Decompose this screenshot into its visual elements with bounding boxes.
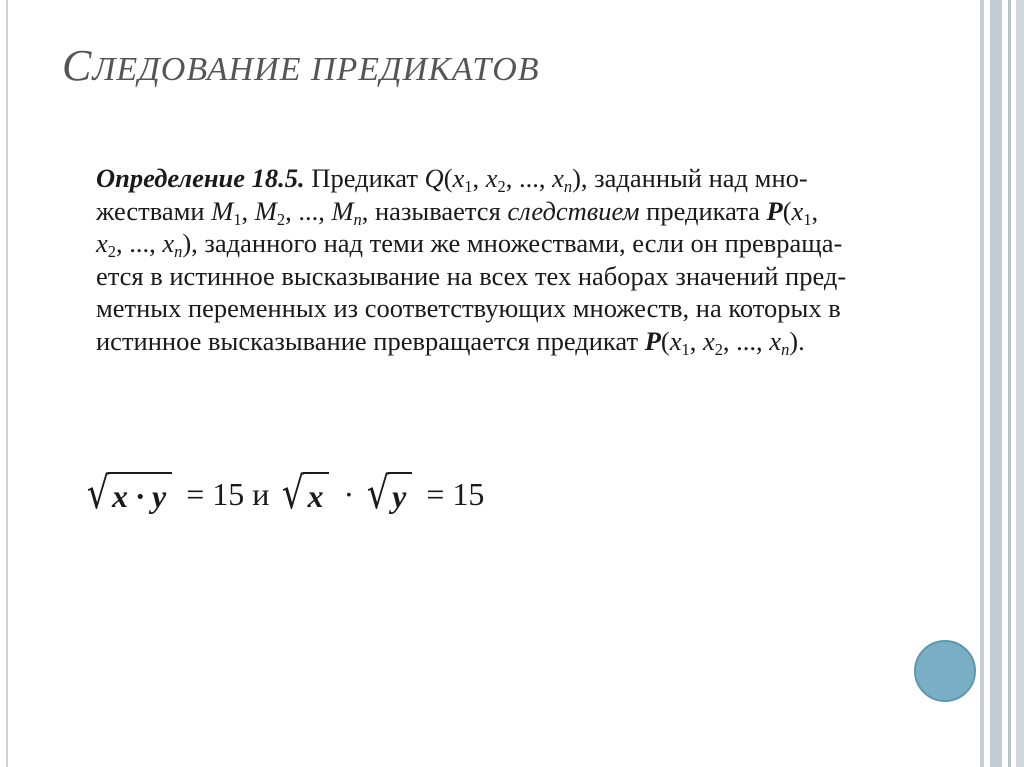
sqrt-xy: √ x · y [84,472,172,516]
formula-dot: · [343,475,355,512]
definition-line-3: $x_2$, ..., $x_n$), заданного над теми же множествами, если он превраща- [96,228,843,261]
definition-line-4: ется в истинное высказывание на всех тех наборах значений пред- [96,260,847,291]
formula-equals-2: = 15 [426,475,485,512]
decorative-side-stripes [980,0,1024,767]
slide [6,0,982,767]
formula-example [84,464,494,524]
nav-circle-button[interactable] [914,640,976,702]
definition-line-6: истинное высказывание превращается предикат $P(x_1$, $x_2$, ..., $x_n$). [96,325,805,359]
definition-line-1: Определение 18.5. Предикат $Q(x_1$, $x_2$, ..., $x_n$), заданный над мно- [96,163,808,196]
definition-line-2: жествами $M_1$, $M_2$, ..., $M_n$, называется следствием предиката $P(x_1$, [96,195,819,229]
formula-equals-1: = 15 и [186,475,270,512]
sqrt-y: √ y [364,472,412,516]
definition-text [96,162,946,357]
sqrt-x: √ x [279,472,329,516]
slide-title: СЛЕДОВАНИЕ ПРЕДИКАТОВ [62,41,540,90]
definition-line-5: метных переменных из соответствующих множеств, на которых в [96,293,841,323]
